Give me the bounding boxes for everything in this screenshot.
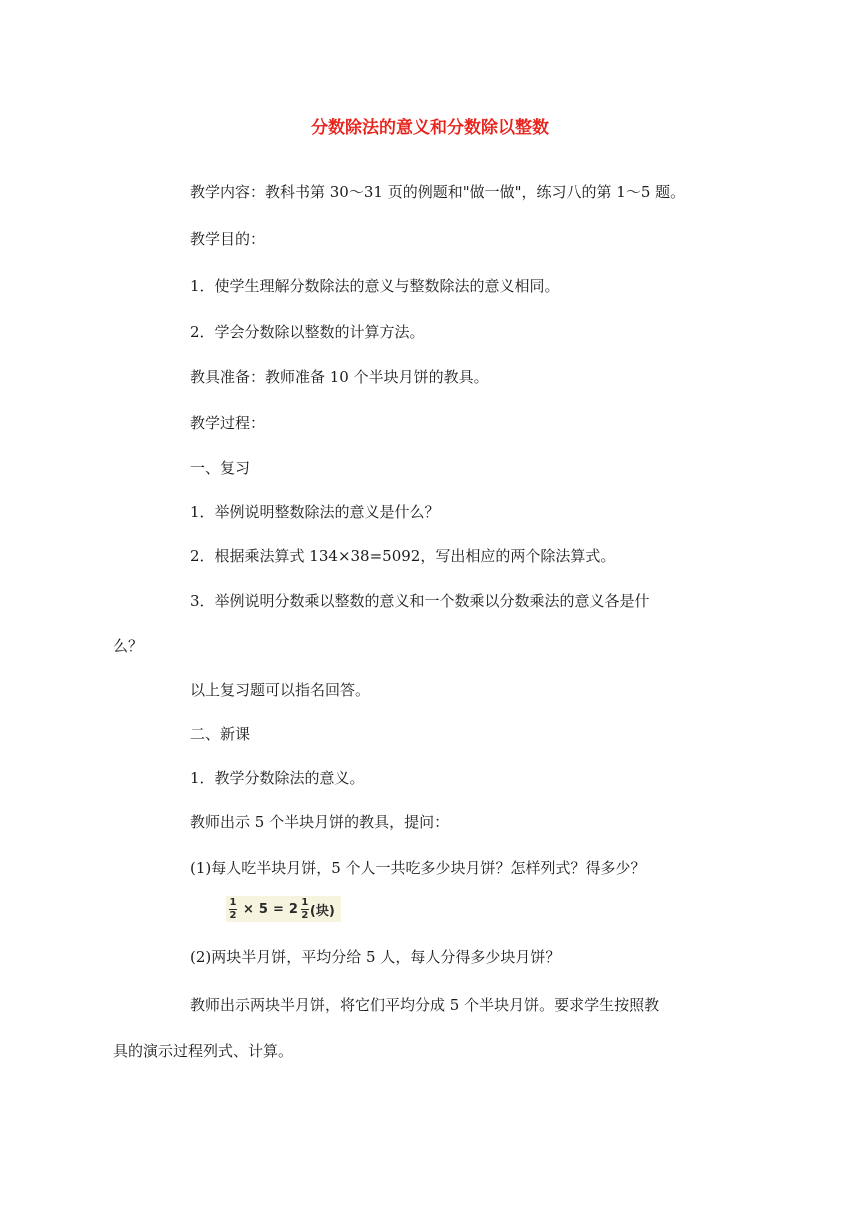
- question-1: (1)每人吃半块月饼，5 个人一共吃多少块月饼？怎样列式？得多少？: [190, 859, 646, 877]
- question-2: (2)两块半月饼，平均分给 5 人，每人分得多少块月饼？: [190, 948, 561, 966]
- teacher-demo-instruction: 教师出示两块半月饼，将它们平均分成 5 个半块月饼。要求学生按照教: [190, 996, 660, 1014]
- fraction-denominator: 2: [229, 909, 237, 921]
- teacher-demo-instruction-continued: 具的演示过程列式、计算。: [113, 1042, 294, 1060]
- goal-2: 2．学会分数除以整数的计算方法。: [190, 323, 425, 341]
- document-title: 分数除法的意义和分数除以整数: [311, 118, 549, 138]
- goal-1: 1．使学生理解分数除法的意义与整数除法的意义相同。: [190, 277, 560, 295]
- review-question-2: 2．根据乘法算式 134×38=5092，写出相应的两个除法算式。: [190, 547, 616, 565]
- teaching-aids: 教具准备：教师准备 10 个半块月饼的教具。: [190, 368, 489, 386]
- multiplication-formula: [226, 896, 341, 922]
- fraction-numerator: 1: [301, 896, 309, 908]
- fraction-one-half: [229, 898, 237, 921]
- teaching-goals-heading: 教学目的：: [190, 230, 266, 248]
- unit-label: (块): [309, 903, 335, 919]
- multiplier: 5: [258, 901, 268, 917]
- fraction-denominator: 2: [301, 909, 309, 921]
- section-new-lesson-heading: 二、新课: [190, 725, 251, 743]
- section-review-heading: 一、复习: [190, 459, 251, 477]
- fraction-numerator: 1: [229, 896, 237, 908]
- times-sign: ×: [243, 901, 254, 917]
- review-question-3-continued: 么？: [113, 637, 144, 655]
- teacher-demo-prompt: 教师出示 5 个半块月饼的教具，提问：: [190, 813, 450, 831]
- teaching-content: 教学内容：教科书第 30～31 页的例题和"做一做"，练习八的第 1～5 题。: [190, 183, 686, 201]
- fraction-result-part: [301, 898, 309, 921]
- whole-part: 2: [288, 901, 298, 917]
- equals-sign: =: [272, 901, 284, 917]
- review-question-1: 1．举例说明整数除法的意义是什么？: [190, 503, 440, 521]
- new-lesson-item-1: 1．教学分数除法的意义。: [190, 769, 365, 787]
- review-question-3: 3．举例说明分数乘以整数的意义和一个数乘以分数乘法的意义各是什: [190, 592, 650, 610]
- teaching-process-heading: 教学过程：: [190, 414, 266, 432]
- review-note: 以上复习题可以指名回答。: [190, 681, 371, 699]
